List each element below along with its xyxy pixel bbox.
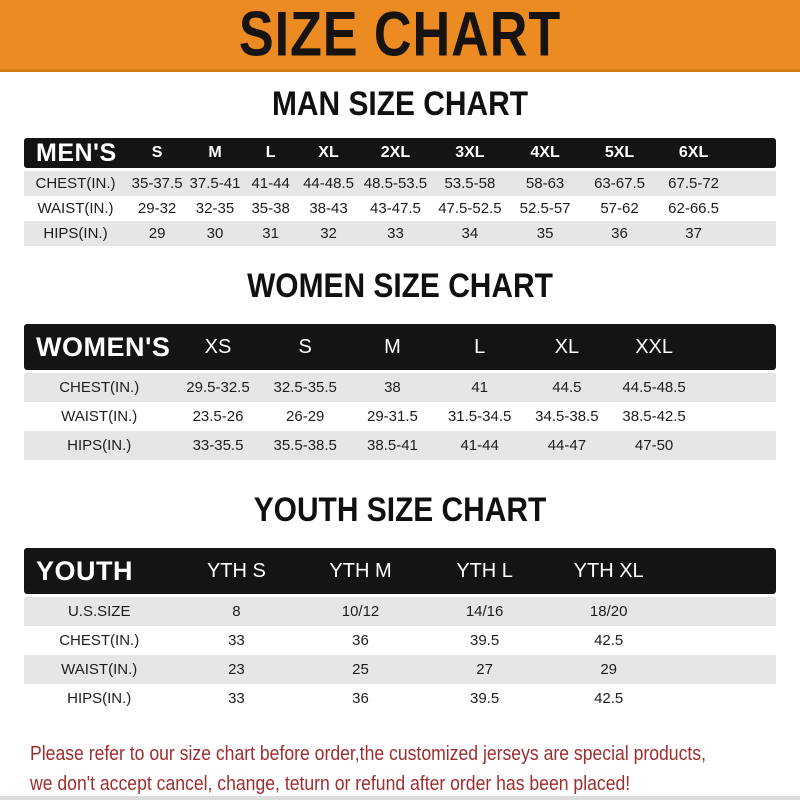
men-col-header: S xyxy=(151,144,163,161)
men-table-row xyxy=(24,196,776,221)
youth-col-header: YTH L xyxy=(456,559,513,582)
women-table-header-row xyxy=(24,324,776,370)
bottom-edge-divider xyxy=(0,796,800,800)
youth-size-cell: 23 xyxy=(228,661,245,678)
size-chart-banner xyxy=(0,0,800,72)
youth-size-cell: 33 xyxy=(228,632,245,649)
men-size-cell: 31 xyxy=(262,225,279,242)
youth-col-header: YTH S xyxy=(206,559,266,582)
men-size-cell: 67.5-72 xyxy=(668,175,720,192)
youth-row-label: U.S.SIZE xyxy=(67,603,131,620)
men-size-cell: 32 xyxy=(320,225,337,242)
youth-size-table xyxy=(24,548,776,713)
youth-size-cell: 18/20 xyxy=(589,603,628,620)
men-size-cell: 35 xyxy=(536,225,554,242)
youth-size-section xyxy=(0,492,800,713)
men-table-row xyxy=(24,221,776,246)
youth-table-row xyxy=(24,626,776,655)
men-size-cell: 52.5-57 xyxy=(519,200,571,217)
men-size-cell: 37.5-41 xyxy=(189,175,241,192)
men-table-label: MEN'S xyxy=(36,138,117,167)
youth-size-cell: 10/12 xyxy=(341,603,380,620)
men-table-header-row xyxy=(24,138,776,168)
women-size-cell: 38 xyxy=(384,379,401,396)
women-size-section xyxy=(0,268,800,460)
men-size-cell: 37 xyxy=(685,225,702,242)
men-size-cell: 57-62 xyxy=(600,200,639,217)
youth-row-label: HIPS(IN.) xyxy=(67,690,132,707)
women-size-cell: 41 xyxy=(471,379,488,396)
women-section-heading: WOMEN SIZE CHART xyxy=(247,267,553,305)
men-size-cell: 53.5-58 xyxy=(444,175,496,192)
youth-table-row xyxy=(24,597,776,626)
men-col-header: XL xyxy=(318,144,339,161)
youth-table-header-row xyxy=(24,548,776,594)
women-size-cell: 44.5-48.5 xyxy=(622,379,686,396)
men-size-cell: 41-44 xyxy=(251,175,290,192)
men-size-cell: 48.5-53.5 xyxy=(363,175,428,192)
men-size-cell: 30 xyxy=(206,225,224,242)
youth-size-cell: 36 xyxy=(352,632,369,649)
youth-size-cell: 36 xyxy=(352,690,369,707)
men-col-header: 6XL xyxy=(678,144,709,161)
men-col-header: M xyxy=(208,144,222,161)
men-col-header: 2XL xyxy=(380,144,411,161)
women-size-cell: 38.5-41 xyxy=(367,437,418,454)
men-size-cell: 63-67.5 xyxy=(594,175,645,192)
men-size-cell: 38-43 xyxy=(309,200,348,217)
youth-size-cell: 42.5 xyxy=(594,690,624,707)
women-col-header: XS xyxy=(204,335,232,358)
women-size-cell: 32.5-35.5 xyxy=(273,379,337,396)
order-disclaimer-note xyxy=(0,739,800,799)
men-size-section xyxy=(0,86,800,246)
women-size-cell: 44.5 xyxy=(552,379,582,396)
youth-col-header: YTH XL xyxy=(573,559,644,582)
women-col-header: M xyxy=(384,335,401,358)
women-size-cell: 29-31.5 xyxy=(367,408,418,425)
youth-size-cell: 33 xyxy=(228,690,245,707)
men-size-cell: 47.5-52.5 xyxy=(438,200,502,217)
youth-size-cell: 39.5 xyxy=(469,632,500,649)
men-size-cell: 43-47.5 xyxy=(370,200,421,217)
disclaimer-line-1: Please refer to our size chart before order,the customized jerseys are special products, xyxy=(30,743,706,765)
women-size-cell: 47-50 xyxy=(634,437,674,454)
men-col-header: 5XL xyxy=(604,144,635,161)
men-size-cell: 62-66.5 xyxy=(668,200,720,217)
men-row-label: HIPS(IN.) xyxy=(43,225,108,242)
women-col-header: S xyxy=(298,335,312,358)
women-row-label: CHEST(IN.) xyxy=(59,379,140,396)
women-size-cell: 33-35.5 xyxy=(192,437,244,454)
women-size-cell: 26-29 xyxy=(286,408,325,425)
men-size-cell: 44-48.5 xyxy=(303,175,354,192)
disclaimer-line-2: we don't accept cancel, change, teturn or refund after order has been placed! xyxy=(30,773,631,795)
men-size-table xyxy=(24,138,776,246)
women-table-row xyxy=(24,373,776,402)
youth-row-label: WAIST(IN.) xyxy=(61,661,138,678)
youth-table-row xyxy=(24,684,776,713)
men-size-cell: 35-38 xyxy=(251,200,290,217)
women-size-cell: 31.5-34.5 xyxy=(447,408,512,425)
youth-size-cell: 39.5 xyxy=(469,690,500,707)
women-size-cell: 29.5-32.5 xyxy=(186,379,250,396)
men-size-cell: 32-35 xyxy=(195,200,235,217)
women-size-cell: 34.5-38.5 xyxy=(535,408,599,425)
men-size-cell: 29-32 xyxy=(137,200,177,217)
page-title: SIZE CHART xyxy=(238,0,562,70)
women-table-label: WOMEN'S xyxy=(36,331,171,362)
women-table-row xyxy=(24,431,776,460)
women-size-cell: 35.5-38.5 xyxy=(273,437,337,454)
women-size-cell: 44-47 xyxy=(547,437,587,454)
women-row-label: WAIST(IN.) xyxy=(61,408,138,425)
women-table-row xyxy=(24,402,776,431)
men-row-label: CHEST(IN.) xyxy=(35,175,116,192)
youth-table-label: YOUTH xyxy=(36,555,133,586)
men-table-row xyxy=(24,171,776,196)
women-row-label: HIPS(IN.) xyxy=(67,437,132,454)
youth-size-cell: 8 xyxy=(232,603,241,620)
men-size-cell: 35-37.5 xyxy=(131,175,183,192)
women-col-header: L xyxy=(474,335,486,358)
men-col-header: L xyxy=(265,144,276,161)
women-col-header: XXL xyxy=(635,335,673,358)
women-size-cell: 23.5-26 xyxy=(192,408,244,425)
men-size-cell: 33 xyxy=(387,225,404,242)
men-size-cell: 58-63 xyxy=(525,175,565,192)
men-col-header: 4XL xyxy=(530,144,560,161)
women-size-cell: 38.5-42.5 xyxy=(622,408,686,425)
men-size-cell: 36 xyxy=(611,225,628,242)
youth-col-header: YTH M xyxy=(329,559,392,582)
women-size-cell: 41-44 xyxy=(460,437,499,454)
women-size-table xyxy=(24,324,776,460)
men-size-cell: 29 xyxy=(148,225,166,242)
men-col-header: 3XL xyxy=(455,144,485,161)
men-section-heading: MAN SIZE CHART xyxy=(272,85,528,123)
youth-section-heading: YOUTH SIZE CHART xyxy=(253,491,547,529)
women-col-header: XL xyxy=(554,335,580,358)
youth-size-cell: 42.5 xyxy=(594,632,624,649)
youth-row-label: CHEST(IN.) xyxy=(59,632,140,649)
men-row-label: WAIST(IN.) xyxy=(37,200,114,217)
youth-size-cell: 29 xyxy=(600,661,617,678)
youth-size-cell: 14/16 xyxy=(465,603,504,620)
men-size-cell: 34 xyxy=(461,225,479,242)
youth-size-cell: 25 xyxy=(352,661,369,678)
youth-size-cell: 27 xyxy=(476,661,493,678)
youth-table-row xyxy=(24,655,776,684)
